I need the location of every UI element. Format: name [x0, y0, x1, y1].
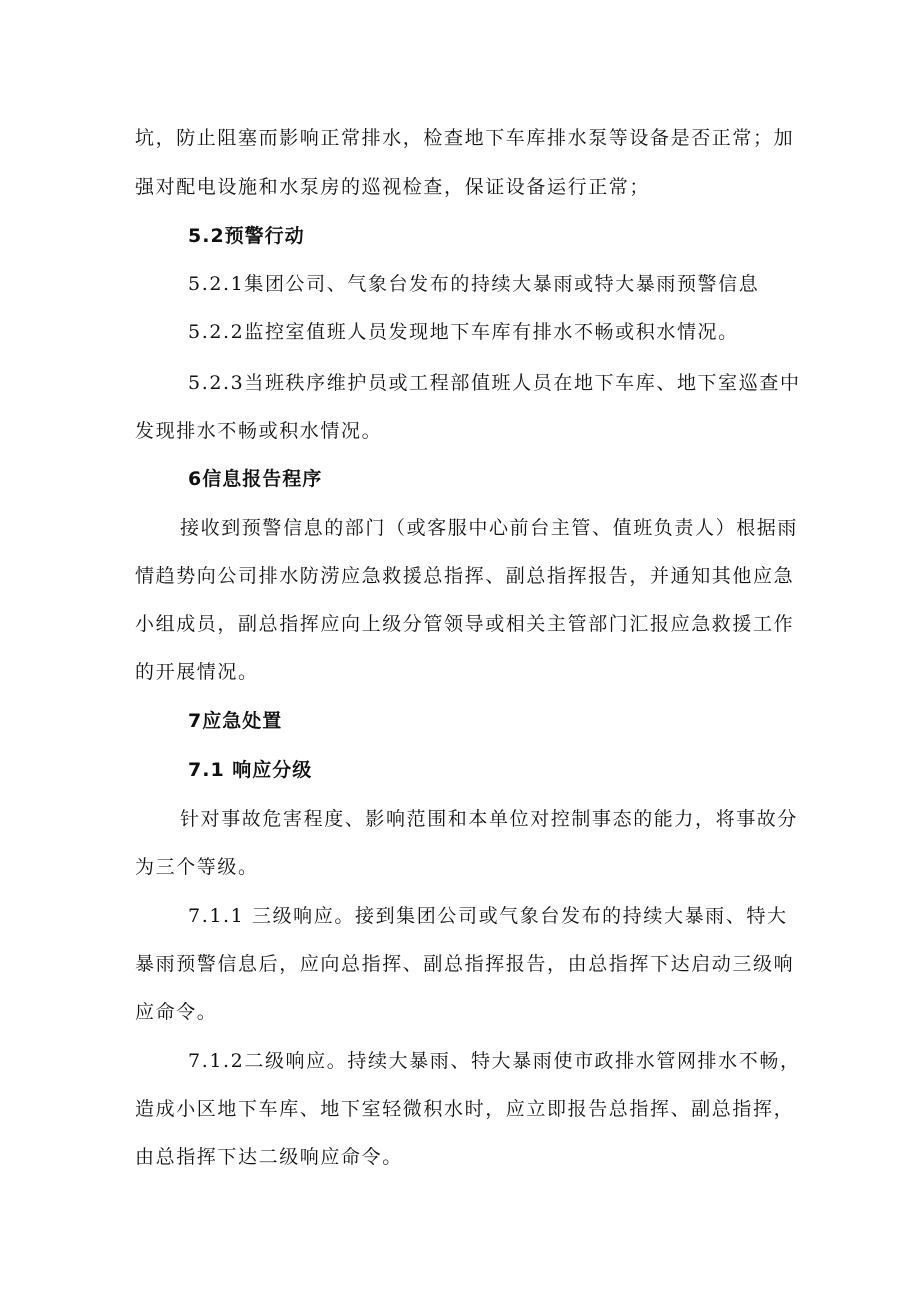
- paragraph-line: 为三个等级。: [135, 856, 259, 878]
- paragraph-line: 5.2.1集团公司、气象台发布的持续大暴雨或特大暴雨预警信息: [188, 273, 760, 295]
- paragraph-line: 暴雨预警信息后，应向总指挥、副总指挥报告，由总指挥下达启动三级响: [135, 953, 795, 975]
- paragraph-line: 小组成员，副总指挥应向上级分管领导或相关主管部门汇报应急救援工作: [135, 613, 795, 635]
- paragraph-line: 5.2.3当班秩序维护员或工程部值班人员在地下车库、地下室巡查中: [188, 372, 801, 394]
- paragraph-line: 7.1.1 三级响应。接到集团公司或气象台发布的持续大暴雨、特大: [188, 905, 788, 927]
- paragraph-line: 造成小区地下车库、地下室轻微积水时，应立即报告总指挥、副总指挥，: [135, 1098, 795, 1120]
- paragraph-line: 情趋势向公司排水防涝应急救援总指挥、副总指挥报告，并通知其他应急: [135, 565, 795, 587]
- paragraph-line: 接收到预警信息的部门（或客服中心前台主管、值班负责人）根据雨: [180, 517, 799, 539]
- paragraph-line: 应命令。: [135, 1001, 218, 1023]
- paragraph-line: 的开展情况。: [135, 661, 259, 683]
- section-heading-5-2: 5.2预警行动: [188, 225, 305, 247]
- paragraph-line: 针对事故危害程度、影响范围和本单位对控制事态的能力，将事故分: [180, 808, 799, 830]
- paragraph-line: 7.1.2二级响应。持续大暴雨、特大暴雨使市政排水管网排水不畅，: [188, 1050, 801, 1072]
- paragraph-line: 发现排水不畅或积水情况。: [135, 420, 383, 442]
- paragraph-line: 强对配电设施和水泵房的巡视检查，保证设备运行正常；: [135, 176, 651, 198]
- section-heading-6: 6信息报告程序: [188, 468, 323, 490]
- paragraph-line: 坑，防止阻塞而影响正常排水，检查地下车库排水泵等设备是否正常；加: [135, 127, 795, 149]
- paragraph-line: 由总指挥下达二级响应命令。: [135, 1146, 403, 1168]
- section-heading-7-1: 7.1 响应分级: [188, 759, 313, 781]
- section-heading-7: 7应急处置: [188, 710, 283, 732]
- paragraph-line: 5.2.2监控室值班人员发现地下车库有排水不畅或积水情况。: [188, 321, 739, 343]
